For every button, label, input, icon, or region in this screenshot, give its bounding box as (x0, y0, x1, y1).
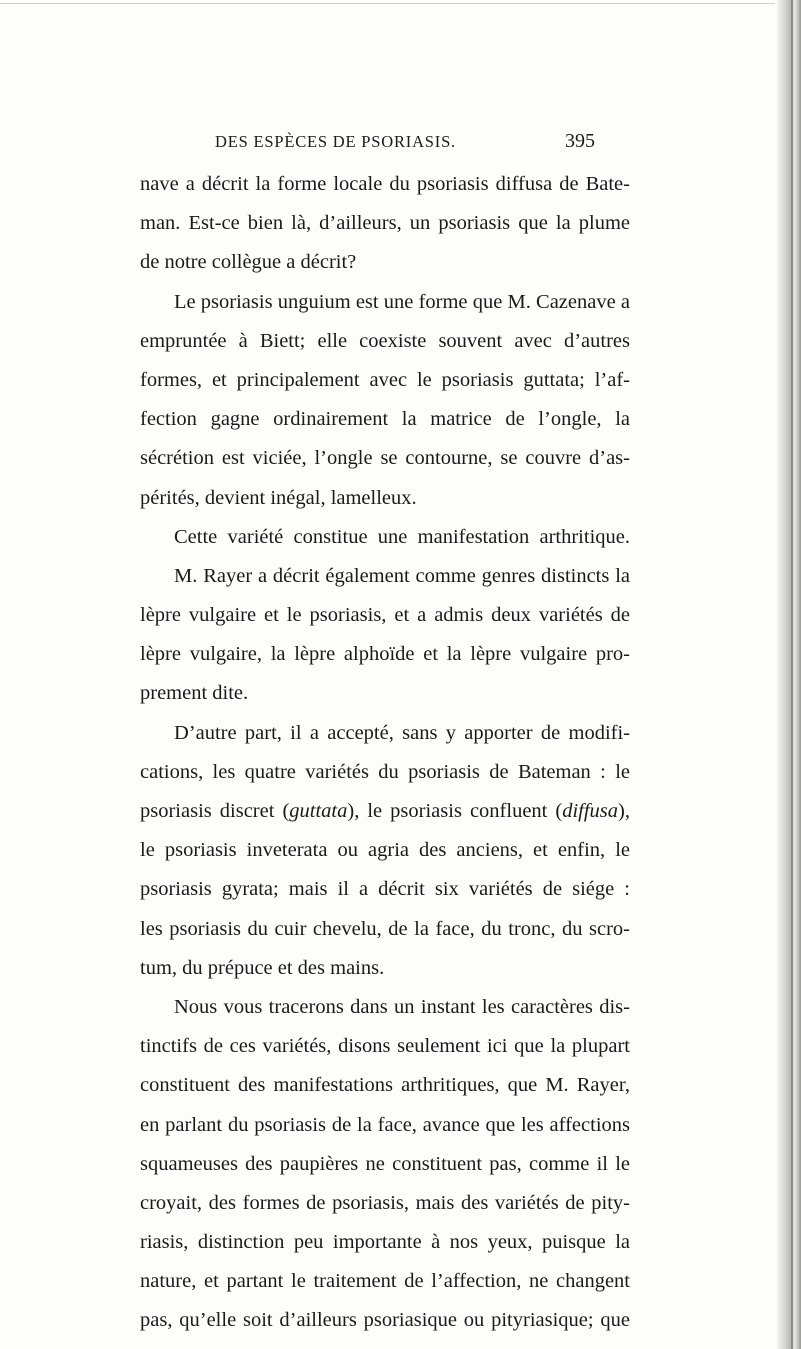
paragraph-first-line: M. Rayer a décrit également comme genres distincts la (174, 564, 630, 587)
binding-edge-shadow (791, 0, 793, 1349)
text-line: lèpre vulgaire et le psoriasis, et a admis deux variétés de (140, 604, 630, 627)
text-line: formes, et principalement avec le psoriasis guttata; l’af- (140, 368, 630, 391)
text-line: pas, qu’elle soit d’ailleurs psoriasique ou pityriasique; que (140, 1309, 630, 1332)
text-segment: ), le psoriasis confluent ( (347, 800, 563, 822)
italic-term-guttata: guttata (289, 800, 348, 822)
text-line: les psoriasis du cuir chevelu, de la face, du tronc, du scro- (140, 917, 630, 940)
paragraph-first-line: Cette variété constitue une manifestation arthritique. (174, 525, 630, 548)
text-line: riasis, distinction peu importante à nos yeux, puisque la (140, 1231, 630, 1254)
page-top-edge (0, 3, 775, 4)
text-line: nave a décrit la forme locale du psoriasis diffusa de Bate- (140, 173, 630, 195)
text-line: tum, du prépuce et des mains. (140, 956, 385, 979)
text-line: sécrétion est viciée, l’ongle se contourne, se couvre d’as- (140, 447, 630, 470)
text-line: pérités, devient inégal, lamelleux. (140, 486, 417, 509)
text-line: man. Est-ce bien là, d’ailleurs, un psoriasis que la plume (140, 212, 630, 235)
text-line: empruntée à Biett; elle coexiste souvent avec d’autres (140, 329, 630, 352)
text-line-italic-mixed (140, 792, 630, 831)
text-line: tinctifs de ces variétés, disons seulement ici que la plupart (140, 1035, 630, 1058)
text-line: croyait, des formes de psoriasis, mais des variétés de pity- (140, 1191, 630, 1214)
text-line: nature, et partant le traitement de l’affection, ne changent (140, 1270, 630, 1293)
text-line: cations, les quatre variétés du psoriasis de Bateman : le (140, 760, 630, 783)
page-number: 395 (565, 130, 595, 152)
text-line: prement dite. (140, 682, 249, 705)
paragraph-first-line: Nous vous tracerons dans un instant les caractères dis- (174, 995, 630, 1018)
body-text (140, 165, 630, 1341)
paragraph-first-line: D’autre part, il a accepté, sans y apporter de modifi- (174, 721, 630, 744)
running-title: DES ESPÈCES DE PSORIASIS. (215, 132, 456, 151)
text-line: psoriasis gyrata; mais il a décrit six variétés de siége : (140, 878, 630, 901)
text-line: constituent des manifestations arthritiques, que M. Rayer, (140, 1074, 630, 1097)
italic-term-diffusa: diffusa (562, 800, 619, 822)
paragraph-first-line: Le psoriasis unguium est une forme que M. Cazenave a (174, 290, 630, 313)
running-head (215, 132, 595, 158)
text-line: squameuses des paupières ne constituent pas, comme il le (140, 1152, 630, 1175)
text-segment: ), (618, 800, 630, 822)
text-line: fection gagne ordinairement la matrice de l’ongle, la (140, 408, 630, 431)
text-line: lèpre vulgaire, la lèpre alphoïde et la lèpre vulgaire pro- (140, 643, 630, 666)
text-line: en parlant du psoriasis de la face, avance que les affections (140, 1113, 630, 1136)
book-binding-gutter (777, 0, 801, 1349)
text-segment: psoriasis discret ( (140, 800, 290, 822)
text-line: le psoriasis inveterata ou agria des anciens, et enfin, le (140, 839, 630, 862)
text-line: de notre collègue a décrit? (140, 251, 357, 274)
